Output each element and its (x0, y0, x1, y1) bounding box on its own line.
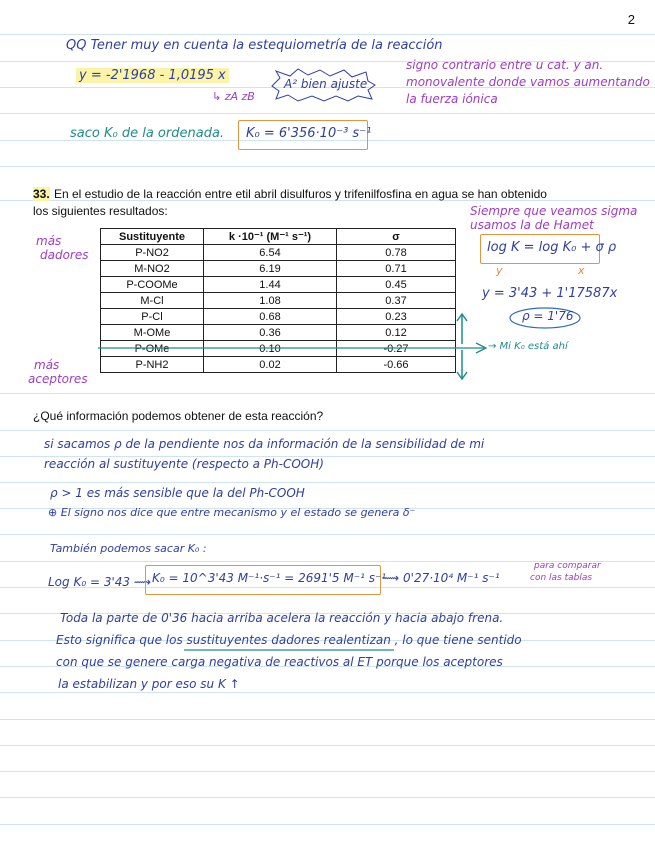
cell-substituent: P-NH2 (101, 357, 204, 373)
a2-good-fit: A² bien ajuste (284, 77, 368, 91)
cell-substituent: M-OMe (101, 325, 204, 341)
underline-donors (184, 648, 396, 652)
answer-line-5: También podemos sacar K₀ : (50, 542, 207, 555)
table-row (101, 261, 456, 277)
problem-text-1: En el estudio de la reacción entre etil abril disulfuros y trifenilfosfina en agua se han obtenido (54, 187, 547, 201)
za-zb-note: ↳ zA zB (212, 90, 255, 103)
sign-note-2: monovalente donde vamos aumentando (406, 75, 650, 89)
ko-conversion: ⟿ 0'27·10⁴ M⁻¹ s⁻¹ (382, 571, 500, 585)
cell-sigma: 0.78 (337, 245, 456, 261)
cell-substituent: P-NO2 (101, 245, 204, 261)
cell-k: 6.19 (204, 261, 337, 277)
sign-note-3: la fuerza iónica (406, 92, 498, 106)
cell-substituent: M-Cl (101, 293, 204, 309)
ko-from-intercept: saco K₀ de la ordenada. (70, 126, 225, 141)
header-sigma: σ (337, 229, 456, 245)
regression-equation: y = -2'1968 - 1,0195 x (76, 68, 229, 83)
answer-line-1: si sacamos ρ de la pendiente nos da información de la sensibilidad de mi (44, 437, 485, 451)
cell-sigma: 0.12 (337, 325, 456, 341)
cell-substituent: P-COOMe (101, 277, 204, 293)
cell-sigma: 0.23 (337, 309, 456, 325)
answer-line-4: ⊕ El signo nos dice que entre mecanismo y el estado se genera δ⁻ (48, 506, 416, 519)
answer-line-3: ρ > 1 es más sensible que la del Ph-COOH (50, 486, 305, 500)
label-more-donors-1: más (36, 234, 62, 248)
down-arrow-icon (455, 348, 469, 382)
cell-substituent: M-NO2 (101, 261, 204, 277)
cell-sigma: 0.71 (337, 261, 456, 277)
paragraph-line-4: la estabilizan y por eso su K ↑ (58, 677, 240, 691)
cell-k: 0.68 (204, 309, 337, 325)
label-more-acceptors-2: aceptores (28, 372, 88, 386)
ko-result: K₀ = 10^3'43 M⁻¹·s⁻¹ = 2691'5 M⁻¹ s⁻¹ (152, 571, 387, 585)
sign-note-1: signo contrario entre u cat. y an. (406, 58, 604, 72)
ko-marker-line (96, 334, 496, 364)
note-stoichiometry: QQ Tener muy en cuenta la estequiometría de la reacción (66, 38, 443, 53)
cell-sigma: -0.66 (337, 357, 456, 373)
table-row (101, 309, 456, 325)
compare-note-1: para comparar (534, 561, 601, 571)
problem-text-2: los siguientes resultados: (33, 204, 168, 218)
cell-substituent: P-Cl (101, 309, 204, 325)
my-ko-is-there: → Mi K₀ está ahí (488, 341, 568, 352)
hammett-equation: log K = log K₀ + σ ρ (487, 240, 617, 255)
cell-k: 0.02 (204, 357, 337, 373)
cell-k: 1.44 (204, 277, 337, 293)
cell-k: 0.10 (204, 341, 337, 357)
cell-substituent: P-OMe (101, 341, 204, 357)
table-row (101, 245, 456, 261)
cell-sigma: 0.45 (337, 277, 456, 293)
log-ko-equation: Log K₀ = 3'43 ⟿ (48, 575, 152, 589)
table-row (101, 277, 456, 293)
hammett-y: y (496, 264, 503, 277)
label-more-acceptors-1: más (34, 358, 60, 372)
cell-sigma: 0.37 (337, 293, 456, 309)
ko-value: K₀ = 6'356·10⁻³ s⁻¹ (246, 126, 372, 141)
hammett-note-1: Siempre que veamos sigma (470, 204, 638, 218)
paragraph-line-2: Esto significa que los sustituyentes dadores realentizan , lo que tiene sentido (56, 633, 522, 647)
cell-k: 6.54 (204, 245, 337, 261)
page-number: 2 (627, 12, 635, 27)
rho-value: ρ = 1'76 (522, 309, 574, 323)
paragraph-line-1: Toda la parte de 0'36 hacia arriba acelera la reacción y hacia abajo frena. (60, 611, 504, 625)
header-substituent: Sustituyente (101, 229, 204, 245)
cell-k: 0.36 (204, 325, 337, 341)
header-k: k ·10⁻¹ (M⁻¹ s⁻¹) (204, 229, 337, 245)
question-text: ¿Qué información podemos obtener de esta reacción? (33, 409, 324, 423)
problem-number: 33. (33, 187, 50, 201)
compare-note-2: con las tablas (530, 573, 593, 583)
cell-sigma: -0.27 (337, 341, 456, 357)
label-more-donors-2: dadores (40, 248, 89, 262)
up-arrow-icon (455, 312, 469, 346)
table-row (101, 293, 456, 309)
table-header-row (101, 229, 456, 245)
paragraph-line-3: con que se genere carga negativa de reactivos al ET porque los aceptores (56, 655, 503, 669)
cell-k: 1.08 (204, 293, 337, 309)
hammett-x: x (578, 264, 585, 277)
hammett-note-2: usamos la de Hamet (470, 218, 594, 232)
fit-equation: y = 3'43 + 1'17587x (482, 286, 618, 301)
answer-line-2: reacción al sustituyente (respecto a Ph-COOH) (44, 457, 324, 471)
